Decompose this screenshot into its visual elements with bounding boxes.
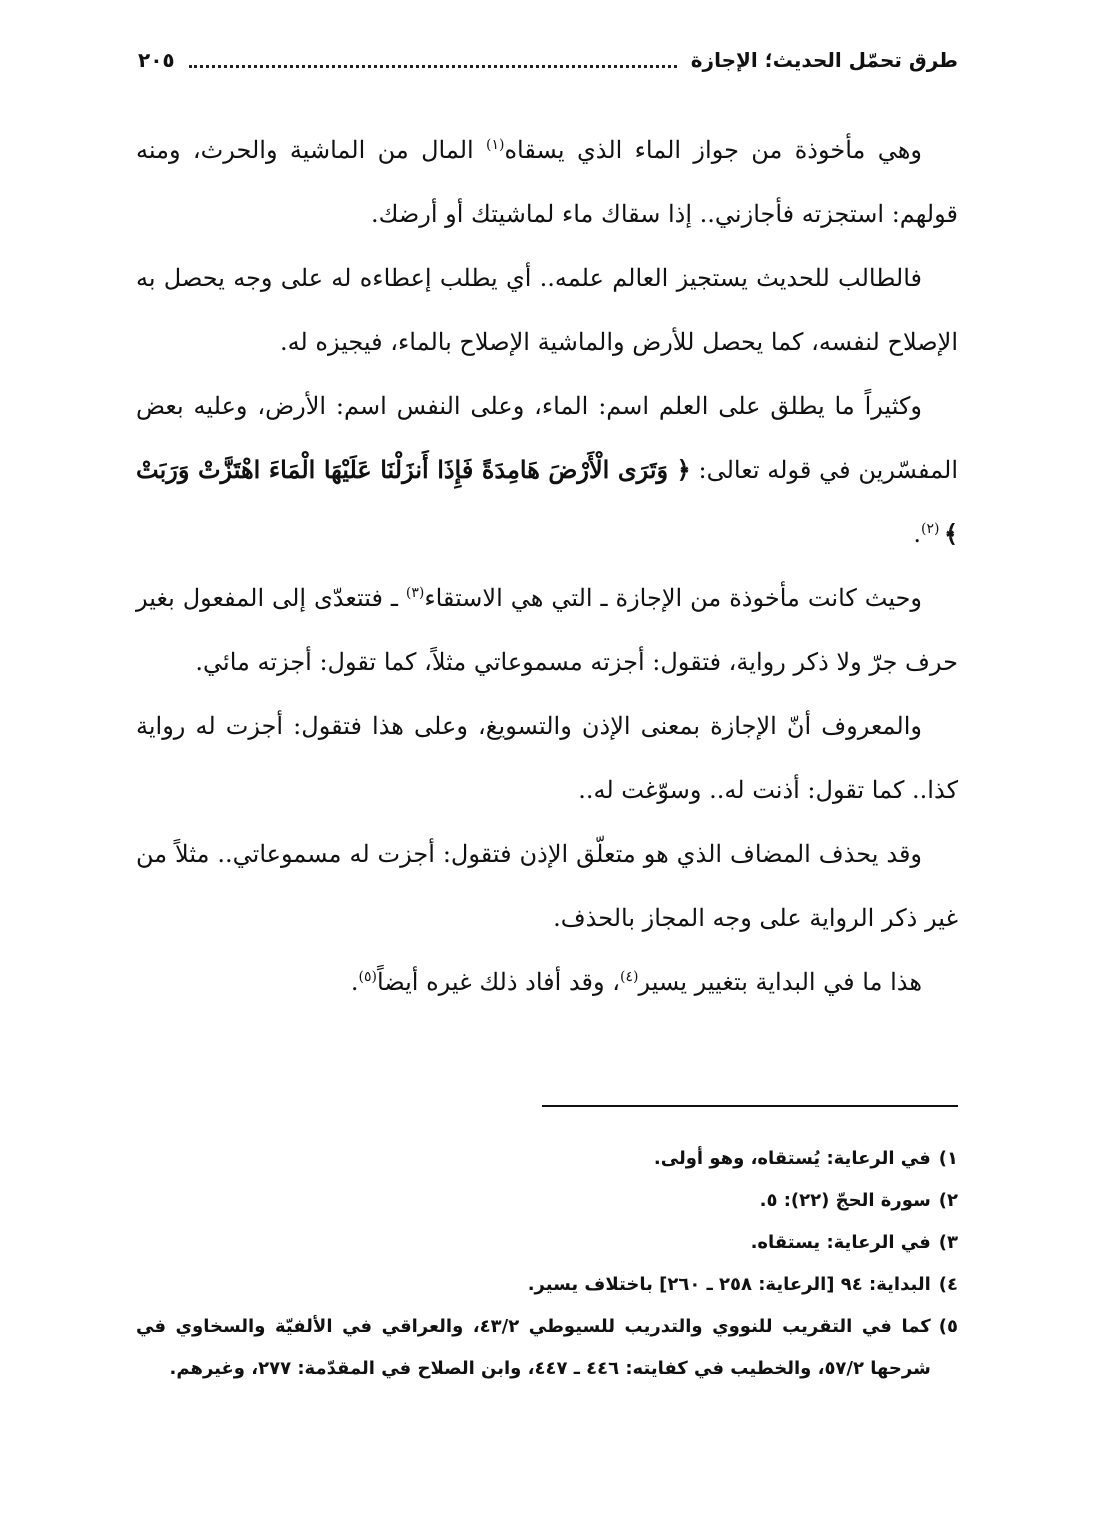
- page-number: ٢٠٥: [138, 48, 175, 72]
- paragraph-1-text: وهي مأخوذة من جواز الماء الذي يسقاه: [504, 136, 922, 164]
- footnote-text: سورة الحجّ (٢٢): ٥.: [759, 1190, 931, 1211]
- footnote-ref-1: (١): [486, 137, 505, 153]
- footnote-ref-2: (٢): [921, 521, 944, 537]
- footnote-text: البداية: ٩٤ [الرعاية: ٢٥٨ ـ ٢٦٠] باختلاف يسير.: [527, 1274, 931, 1295]
- header-dot-leader: [189, 65, 677, 68]
- paragraph-6: [136, 822, 958, 950]
- paragraph-3: [136, 374, 958, 566]
- footnote-number: ٣): [938, 1232, 958, 1253]
- footnote-number: ٥): [938, 1316, 958, 1337]
- paragraph-3-text: وكثيراً ما يطلق على العلم اسم: الماء، وعلى النفس اسم: الأرض، وعليه بعض المفسّرين في قوله تعالى:: [136, 392, 958, 484]
- paragraph-6-text: وقد يحذف المضاف الذي هو متعلّق الإذن فتقول: أجزت له مسموعاتي.. مثلاً من غير ذكر الرواية على وجه المجاز بالحذف.: [136, 840, 958, 932]
- footnote-item: [136, 1306, 958, 1390]
- footnotes: [136, 1138, 958, 1390]
- quran-open-bracket: ﴿: [676, 455, 691, 484]
- paragraph-4-text: وحيث كانت مأخوذة من الإجازة ـ التي هي الاستقاء: [424, 584, 922, 612]
- running-header: [138, 40, 958, 80]
- footnote-separator: [542, 1105, 958, 1107]
- paragraph-1-continued: المال من الماشية والحرث، ومنه قولهم: استجزته فأجازني.. إذا سقاك ماء لماشيتك أو أرضك.: [136, 136, 958, 228]
- footnote-number: ٢): [938, 1190, 958, 1211]
- paragraph-5: [136, 694, 958, 822]
- footnote-text: كما في التقريب للنووي والتدريب للسيوطي ٤٣/٢، والعراقي في الألفيّة والسخاوي في شرحها ٥٧/٢، والخطيب في كفايته: ٤٤٦ ـ ٤٤٧، وابن الصلاح في المقدّمة: ٢٧٧، وغيرهم.: [136, 1316, 931, 1379]
- footnote-ref-4: (٤): [619, 969, 639, 985]
- footnote-item: [136, 1138, 958, 1180]
- paragraph-2: [136, 246, 958, 374]
- paragraph-7-end: .: [350, 968, 359, 996]
- paragraph-7-continued: ، وقد أفاد ذلك غيره أيضاً: [376, 968, 620, 996]
- footnote-text: في الرعاية: يستقاه.: [750, 1232, 931, 1253]
- footnote-number: ١): [938, 1148, 958, 1169]
- paragraph-1: [136, 118, 958, 246]
- paragraph-7: [136, 950, 958, 1014]
- footnote-number: ٤): [938, 1274, 958, 1295]
- footnote-item: [136, 1264, 958, 1306]
- paragraph-5-text: والمعروف أنّ الإجازة بمعنى الإذن والتسويغ، وعلى هذا فتقول: أجزت له رواية كذا.. كما تقول: أذنت له.. وسوّغت له..: [136, 712, 958, 804]
- footnote-ref-3: (٣): [405, 585, 425, 601]
- paragraph-4-continued: ـ فتتعدّى إلى المفعول بغير حرف جرّ ولا ذكر رواية، فتقول: أجزته مسموعاتي مثلاً، كما تقول: أجزته مائي.: [136, 584, 958, 676]
- main-text: [136, 118, 958, 1014]
- footnote-text: في الرعاية: يُستقاه، وهو أولى.: [653, 1148, 931, 1169]
- quran-close-bracket: ﴾: [943, 519, 958, 548]
- paragraph-7-text: هذا ما في البداية بتغيير يسير: [638, 968, 922, 996]
- header-title: طرق تحمّل الحديث؛ الإجازة: [690, 48, 958, 72]
- footnote-ref-5: (٥): [358, 969, 377, 985]
- footnote-item: [136, 1180, 958, 1222]
- paragraph-4: [136, 566, 958, 694]
- paragraph-2-text: فالطالب للحديث يستجيز العالم علمه.. أي يطلب إعطاءه له على وجه يحصل به الإصلاح لنفسه، كما يحصل للأرض والماشية الإصلاح بالماء، فيجيزه له.: [136, 264, 958, 356]
- paragraph-3-end: .: [913, 520, 922, 548]
- quran-verse: وَتَرَى الْأَرْضَ هَامِدَةً فَإِذَا أَنزَلْنَا عَلَيْهَا الْمَاءَ اهْتَزَّتْ وَرَبَتْ: [136, 455, 677, 484]
- footnote-item: [136, 1222, 958, 1264]
